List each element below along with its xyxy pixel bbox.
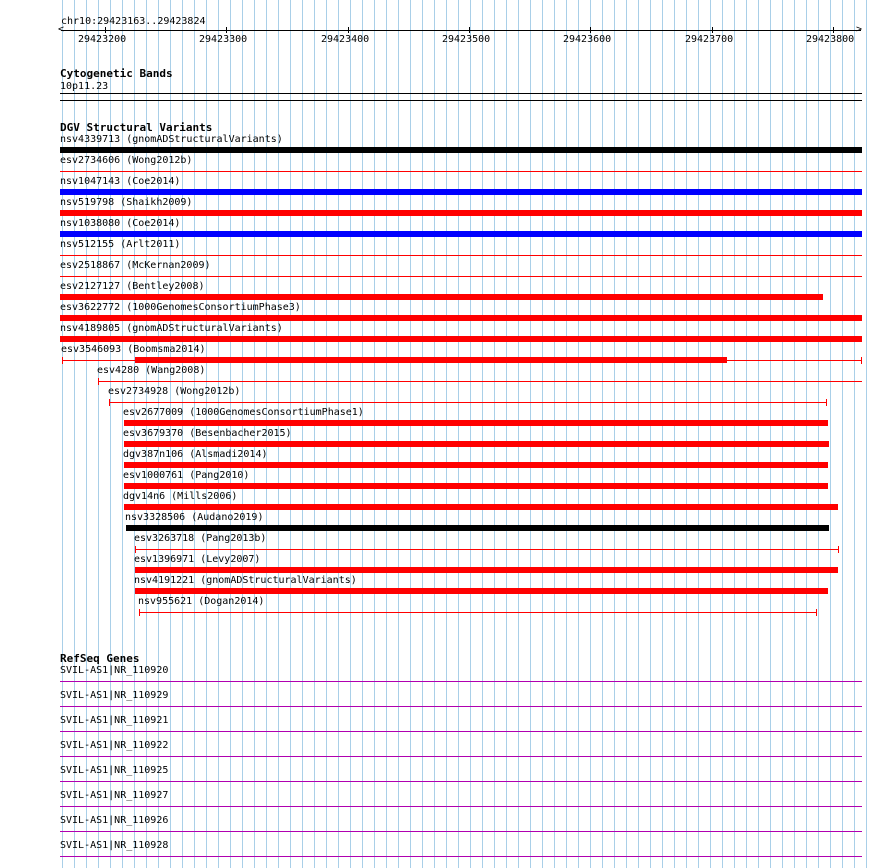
grid-line xyxy=(482,0,483,868)
variant-label: nsv955621 (Dogan2014) xyxy=(138,596,265,607)
ruler-tick-label: 29423400 xyxy=(321,34,370,45)
gene-label: SVIL-AS1|NR_110926 xyxy=(60,815,169,826)
gene-label: SVIL-AS1|NR_110921 xyxy=(60,715,169,726)
variant-left-cap xyxy=(98,378,99,385)
variant-label: nsv3328506 (Audano2019) xyxy=(125,512,264,523)
variant-label: esv3546093 (Boomsma2014) xyxy=(61,344,206,355)
gene-intron-line xyxy=(60,681,862,682)
grid-line xyxy=(866,0,867,868)
variant-line xyxy=(60,255,862,256)
ruler-axis-line xyxy=(61,30,861,31)
variant-label: esv1000761 (Pang2010) xyxy=(123,470,250,481)
grid-line xyxy=(458,0,459,868)
variant-line xyxy=(109,402,826,403)
cytoband-band-top-line xyxy=(60,93,862,94)
grid-line xyxy=(434,0,435,868)
refseq-track-title: RefSeq Genes xyxy=(60,652,140,665)
grid-line xyxy=(758,0,759,868)
variant-label: esv2127127 (Bentley2008) xyxy=(60,281,205,292)
grid-line xyxy=(578,0,579,868)
grid-line xyxy=(374,0,375,868)
grid-line xyxy=(362,0,363,868)
ruler-left-arrow-icon: < xyxy=(58,24,65,35)
gene-intron-line xyxy=(60,706,862,707)
gene-intron-line xyxy=(60,831,862,832)
gene-label: SVIL-AS1|NR_110928 xyxy=(60,840,169,851)
gene-intron-line xyxy=(60,781,862,782)
gene-intron-line xyxy=(60,756,862,757)
variant-bar xyxy=(60,294,823,300)
cytoband-track-title: Cytogenetic Bands xyxy=(60,67,173,80)
variant-left-cap xyxy=(62,357,63,364)
dgv-track-title: DGV Structural Variants xyxy=(60,121,213,134)
grid-line xyxy=(554,0,555,868)
variant-bar xyxy=(60,147,862,153)
variant-label: nsv1038080 (Coe2014) xyxy=(60,218,181,229)
variant-label: dgv14n6 (Mills2006) xyxy=(123,491,238,502)
variant-bar xyxy=(60,336,862,342)
grid-line xyxy=(590,0,591,868)
variant-line xyxy=(135,549,838,550)
variant-label: esv4280 (Wang2008) xyxy=(97,365,206,376)
cytoband-band-bottom-line xyxy=(60,100,862,101)
grid-line xyxy=(386,0,387,868)
variant-label: esv2734606 (Wong2012b) xyxy=(60,155,193,166)
ruler-tick-label: 29423200 xyxy=(78,34,127,45)
variant-line xyxy=(139,612,816,613)
grid-line xyxy=(410,0,411,868)
variant-line xyxy=(60,276,862,277)
grid-line xyxy=(506,0,507,868)
variant-label: esv2677009 (1000GenomesConsortiumPhase1) xyxy=(123,407,364,418)
variant-label: esv1396971 (Levy2007) xyxy=(134,554,261,565)
grid-line xyxy=(698,0,699,868)
gene-intron-line xyxy=(60,806,862,807)
variant-bar xyxy=(124,462,828,468)
ruler-tick-mark xyxy=(348,27,349,33)
variant-bar xyxy=(60,210,862,216)
variant-right-cap xyxy=(816,609,817,616)
grid-line xyxy=(734,0,735,868)
variant-label: nsv512155 (Arlt2011) xyxy=(60,239,181,250)
grid-line xyxy=(842,0,843,868)
gene-intron-line xyxy=(60,731,862,732)
variant-label: esv3679370 (Besenbacher2015) xyxy=(123,428,292,439)
variant-bar xyxy=(135,567,838,573)
ruler-tick-label: 29423800 xyxy=(806,34,855,45)
grid-line xyxy=(494,0,495,868)
grid-line xyxy=(794,0,795,868)
ruler-tick-label: 29423700 xyxy=(685,34,734,45)
gene-label: SVIL-AS1|NR_110922 xyxy=(60,740,169,751)
gene-label: SVIL-AS1|NR_110929 xyxy=(60,690,169,701)
grid-line xyxy=(722,0,723,868)
variant-bar xyxy=(135,357,727,363)
grid-line xyxy=(350,0,351,868)
grid-line xyxy=(662,0,663,868)
grid-line xyxy=(818,0,819,868)
grid-line xyxy=(806,0,807,868)
gene-intron-line xyxy=(60,856,862,857)
variant-label: nsv1047143 (Coe2014) xyxy=(60,176,181,187)
ruler-right-arrow-icon: > xyxy=(856,24,863,35)
variant-bar xyxy=(124,504,838,510)
gene-label: SVIL-AS1|NR_110925 xyxy=(60,765,169,776)
grid-line xyxy=(770,0,771,868)
grid-line xyxy=(542,0,543,868)
gene-label: SVIL-AS1|NR_110927 xyxy=(60,790,169,801)
grid-line xyxy=(674,0,675,868)
variant-bar xyxy=(124,483,828,489)
grid-line xyxy=(686,0,687,868)
grid-line xyxy=(314,0,315,868)
variant-label: nsv4339713 (gnomADStructuralVariants) xyxy=(60,134,283,145)
gene-label: SVIL-AS1|NR_110920 xyxy=(60,665,169,676)
variant-label: nsv4189805 (gnomADStructuralVariants) xyxy=(60,323,283,334)
grid-line xyxy=(602,0,603,868)
variant-label: esv3622772 (1000GenomesConsortiumPhase3) xyxy=(60,302,301,313)
ruler-tick-label: 29423600 xyxy=(563,34,612,45)
grid-line xyxy=(326,0,327,868)
variant-left-cap xyxy=(109,399,110,406)
variant-bar xyxy=(60,315,862,321)
grid-line xyxy=(422,0,423,868)
grid-line xyxy=(650,0,651,868)
variant-bar xyxy=(60,231,862,237)
grid-line xyxy=(398,0,399,868)
variant-bar xyxy=(135,588,828,594)
grid-line xyxy=(530,0,531,868)
variant-label: esv2734928 (Wong2012b) xyxy=(108,386,241,397)
grid-line xyxy=(446,0,447,868)
grid-line xyxy=(614,0,615,868)
variant-left-cap xyxy=(135,546,136,553)
ruler-tick-mark xyxy=(712,27,713,33)
variant-bar xyxy=(126,525,829,531)
variant-bar xyxy=(124,441,829,447)
variant-left-cap xyxy=(139,609,140,616)
variant-line xyxy=(60,171,862,172)
variant-label: dgv387n106 (Alsmadi2014) xyxy=(123,449,268,460)
grid-line xyxy=(566,0,567,868)
grid-line xyxy=(518,0,519,868)
variant-right-cap xyxy=(861,357,862,364)
grid-line xyxy=(710,0,711,868)
ruler-tick-label: 29423300 xyxy=(199,34,248,45)
grid-line xyxy=(746,0,747,868)
ruler-tick-mark xyxy=(226,27,227,33)
ruler-tick-mark xyxy=(590,27,591,33)
variant-label: nsv4191221 (gnomADStructuralVariants) xyxy=(134,575,357,586)
grid-line xyxy=(830,0,831,868)
variant-right-cap xyxy=(826,399,827,406)
ruler-tick-label: 29423500 xyxy=(442,34,491,45)
variant-line xyxy=(98,381,862,382)
grid-line xyxy=(470,0,471,868)
ruler-tick-mark xyxy=(469,27,470,33)
variant-right-cap xyxy=(838,546,839,553)
variant-label: esv2518867 (McKernan2009) xyxy=(60,260,211,271)
variant-bar xyxy=(124,420,828,426)
variant-label: nsv519798 (Shaikh2009) xyxy=(60,197,193,208)
variant-bar xyxy=(60,189,862,195)
grid-line xyxy=(854,0,855,868)
grid-line xyxy=(302,0,303,868)
ruler-tick-mark xyxy=(833,27,834,33)
ruler-tick-mark xyxy=(105,27,106,33)
grid-line xyxy=(638,0,639,868)
cytoband-label: 10p11.23 xyxy=(60,81,109,92)
ruler-location: chr10:29423163..29423824 xyxy=(61,16,206,27)
grid-line xyxy=(338,0,339,868)
grid-line xyxy=(782,0,783,868)
grid-line xyxy=(626,0,627,868)
variant-label: esv3263718 (Pang2013b) xyxy=(134,533,267,544)
